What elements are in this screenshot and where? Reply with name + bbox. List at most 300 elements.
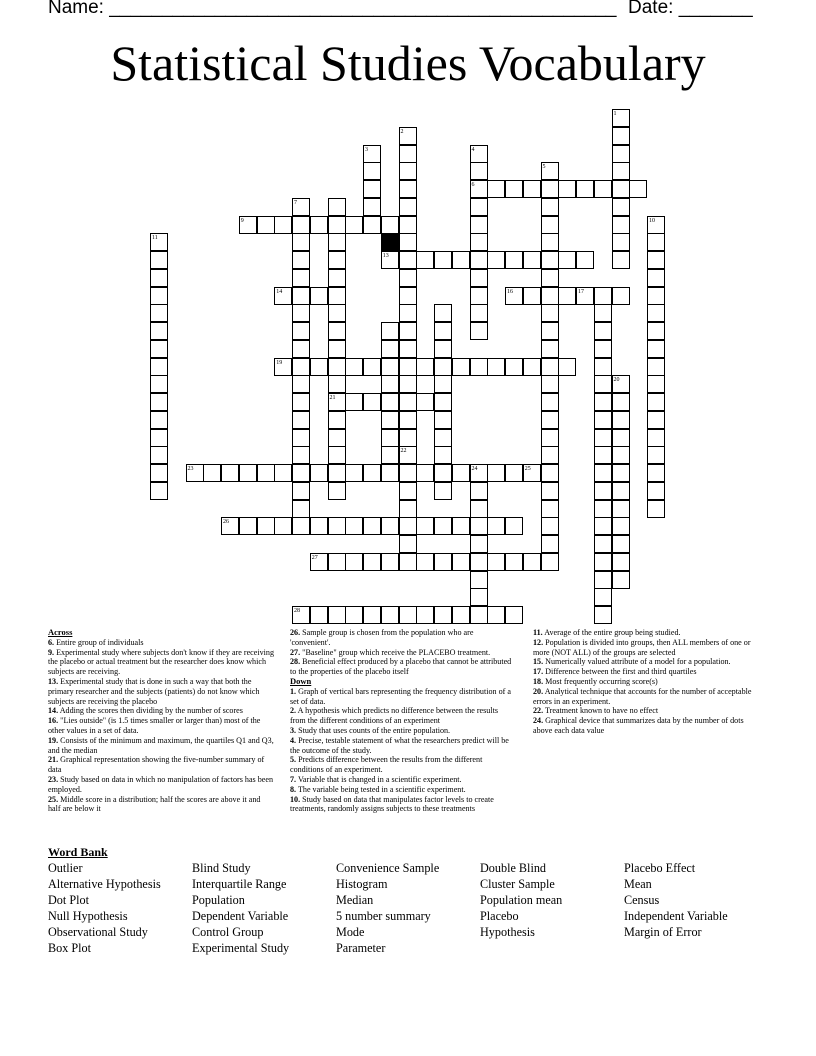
word-bank-term: Cluster Sample [480, 877, 555, 892]
crossword-cell[interactable] [150, 411, 168, 429]
crossword-cell[interactable] [612, 127, 630, 145]
crossword-cell[interactable] [576, 180, 594, 198]
crossword-cell[interactable] [470, 162, 488, 180]
crossword-cell[interactable] [647, 304, 665, 322]
clue-text: "Lies outside" (is 1.5 times smaller or larger than) most of the other values in a set of data. [48, 716, 261, 735]
crossword-cell[interactable] [505, 553, 523, 571]
crossword-cell[interactable] [523, 358, 541, 376]
crossword-cell[interactable] [381, 216, 399, 234]
crossword-cell[interactable] [416, 517, 434, 535]
crossword-cell[interactable] [612, 216, 630, 234]
crossword-cell[interactable] [381, 411, 399, 429]
crossword-cell[interactable] [381, 375, 399, 393]
crossword-cell[interactable] [310, 287, 328, 305]
crossword-cell[interactable] [541, 375, 559, 393]
crossword-cell[interactable] [470, 269, 488, 287]
crossword-cell[interactable] [594, 464, 612, 482]
crossword-cell[interactable] [363, 464, 381, 482]
crossword-cell[interactable] [434, 358, 452, 376]
crossword-cell[interactable] [381, 358, 399, 376]
crossword-cell[interactable] [399, 162, 417, 180]
crossword-cell[interactable] [487, 517, 505, 535]
crossword-cell[interactable] [434, 482, 452, 500]
crossword-cell[interactable] [647, 411, 665, 429]
crossword-cell[interactable] [292, 340, 310, 358]
crossword-cell[interactable] [647, 251, 665, 269]
crossword-cell[interactable] [239, 517, 257, 535]
crossword-cell[interactable] [328, 429, 346, 447]
crossword-cell[interactable] [363, 216, 381, 234]
crossword-cell[interactable] [399, 340, 417, 358]
crossword-cell[interactable] [345, 216, 363, 234]
crossword-cell[interactable] [274, 358, 292, 376]
crossword-cell[interactable] [612, 446, 630, 464]
crossword-cell[interactable] [381, 251, 399, 269]
crossword-cell[interactable] [292, 358, 310, 376]
crossword-cell[interactable] [150, 251, 168, 269]
crossword-cell[interactable] [541, 393, 559, 411]
crossword-cell[interactable] [594, 535, 612, 553]
crossword-cell[interactable] [292, 216, 310, 234]
crossword-cell[interactable] [452, 553, 470, 571]
crossword-cell[interactable] [399, 180, 417, 198]
crossword-cell[interactable] [399, 251, 417, 269]
crossword-cell[interactable] [328, 287, 346, 305]
crossword-cell[interactable] [487, 358, 505, 376]
crossword-cell[interactable] [594, 482, 612, 500]
crossword-cell[interactable] [470, 322, 488, 340]
crossword-cell[interactable] [505, 358, 523, 376]
crossword-cell[interactable] [505, 180, 523, 198]
crossword-cell[interactable] [647, 375, 665, 393]
crossword-cell[interactable] [647, 446, 665, 464]
crossword-cell[interactable] [434, 322, 452, 340]
crossword-cell[interactable] [292, 429, 310, 447]
crossword-cell[interactable] [328, 340, 346, 358]
crossword-cell[interactable] [363, 553, 381, 571]
crossword-cell[interactable] [470, 180, 488, 198]
crossword-cell[interactable] [434, 411, 452, 429]
crossword-cell[interactable] [292, 233, 310, 251]
crossword-cell[interactable] [345, 606, 363, 624]
crossword-cell[interactable] [310, 517, 328, 535]
crossword-cell[interactable] [399, 446, 417, 464]
crossword-cell[interactable] [292, 482, 310, 500]
crossword-cell[interactable] [381, 393, 399, 411]
crossword-cell[interactable] [363, 180, 381, 198]
crossword-cell[interactable] [594, 393, 612, 411]
crossword-cell[interactable] [434, 553, 452, 571]
crossword-cell[interactable] [399, 287, 417, 305]
crossword-cell[interactable] [647, 393, 665, 411]
crossword-cell[interactable] [328, 553, 346, 571]
crossword-cell[interactable] [647, 500, 665, 518]
crossword-cell[interactable] [612, 535, 630, 553]
crossword-cell[interactable] [594, 375, 612, 393]
crossword-cell[interactable] [150, 340, 168, 358]
crossword-cell[interactable] [541, 411, 559, 429]
crossword-cell[interactable] [381, 553, 399, 571]
crossword-cell[interactable] [470, 500, 488, 518]
crossword-cell[interactable] [434, 340, 452, 358]
crossword-cell[interactable] [647, 269, 665, 287]
crossword-cell[interactable] [452, 517, 470, 535]
crossword-cell[interactable] [328, 464, 346, 482]
crossword-cell[interactable] [239, 216, 257, 234]
crossword-cell[interactable] [647, 482, 665, 500]
crossword-cell[interactable] [399, 233, 417, 251]
crossword-cell[interactable] [328, 251, 346, 269]
crossword-cell[interactable] [399, 269, 417, 287]
crossword-cell[interactable] [274, 287, 292, 305]
crossword-cell[interactable] [541, 553, 559, 571]
crossword-cell[interactable] [328, 358, 346, 376]
crossword-cell[interactable] [434, 464, 452, 482]
crossword-cell[interactable] [328, 216, 346, 234]
crossword-cell[interactable] [399, 500, 417, 518]
crossword-cell[interactable] [470, 553, 488, 571]
crossword-cell[interactable] [612, 109, 630, 127]
crossword-cell[interactable] [541, 198, 559, 216]
crossword-cell[interactable] [487, 553, 505, 571]
crossword-cell[interactable] [594, 287, 612, 305]
crossword-cell[interactable] [399, 216, 417, 234]
crossword-cell[interactable] [470, 145, 488, 163]
crossword-cell[interactable] [612, 287, 630, 305]
crossword-cell[interactable] [150, 233, 168, 251]
crossword-cell[interactable] [594, 500, 612, 518]
crossword-cell[interactable] [541, 517, 559, 535]
crossword-cell[interactable] [594, 304, 612, 322]
crossword-cell[interactable] [541, 162, 559, 180]
crossword-cell[interactable] [399, 482, 417, 500]
crossword-cell[interactable] [647, 429, 665, 447]
crossword-cell[interactable] [523, 464, 541, 482]
crossword-cell[interactable] [257, 517, 275, 535]
crossword-cell[interactable] [470, 304, 488, 322]
crossword-cell[interactable] [328, 198, 346, 216]
crossword-cell[interactable] [612, 517, 630, 535]
crossword-cell[interactable] [292, 446, 310, 464]
crossword-cell[interactable] [505, 464, 523, 482]
crossword-cell[interactable] [434, 251, 452, 269]
word-bank-term: Placebo [480, 909, 519, 924]
crossword-cell[interactable] [612, 251, 630, 269]
crossword-cell[interactable] [292, 304, 310, 322]
crossword-cell[interactable] [310, 216, 328, 234]
crossword-cell[interactable] [399, 393, 417, 411]
crossword-cell[interactable] [594, 358, 612, 376]
crossword-cell[interactable] [345, 393, 363, 411]
crossword-cell[interactable] [328, 304, 346, 322]
crossword-cell[interactable] [505, 287, 523, 305]
crossword-cell[interactable] [541, 429, 559, 447]
across-clue [290, 657, 514, 677]
crossword-cell[interactable] [434, 375, 452, 393]
crossword-cell[interactable] [594, 517, 612, 535]
word-bank-term: Mean [624, 877, 652, 892]
crossword-cell[interactable] [541, 287, 559, 305]
crossword-cell[interactable] [399, 411, 417, 429]
crossword-cell[interactable] [594, 588, 612, 606]
crossword-cell[interactable] [594, 606, 612, 624]
crossword-cell[interactable] [612, 375, 630, 393]
crossword-cell[interactable] [345, 553, 363, 571]
crossword-cell[interactable] [203, 464, 221, 482]
crossword-cell[interactable] [541, 322, 559, 340]
crossword-cell[interactable] [150, 287, 168, 305]
crossword-cell[interactable] [647, 233, 665, 251]
crossword-cell[interactable] [363, 393, 381, 411]
crossword-cell[interactable] [399, 145, 417, 163]
crossword-cell[interactable] [399, 304, 417, 322]
crossword-cell[interactable] [399, 429, 417, 447]
crossword-cell[interactable] [612, 162, 630, 180]
crossword-cell[interactable] [328, 446, 346, 464]
crossword-cell[interactable] [576, 251, 594, 269]
crossword-cell[interactable] [487, 251, 505, 269]
crossword-cell[interactable] [647, 340, 665, 358]
crossword-cell[interactable] [345, 517, 363, 535]
crossword-cell[interactable] [541, 251, 559, 269]
crossword-cell[interactable] [523, 553, 541, 571]
crossword-cell[interactable] [239, 464, 257, 482]
crossword-cell[interactable] [594, 180, 612, 198]
crossword-cell[interactable] [292, 517, 310, 535]
crossword-cell[interactable] [292, 464, 310, 482]
crossword-cell[interactable] [558, 287, 576, 305]
crossword-cell[interactable] [328, 411, 346, 429]
crossword-cell[interactable] [434, 393, 452, 411]
crossword-cell[interactable] [470, 358, 488, 376]
crossword-cell[interactable] [470, 251, 488, 269]
crossword-cell[interactable] [505, 251, 523, 269]
crossword-cell[interactable] [594, 340, 612, 358]
crossword-cell[interactable] [612, 233, 630, 251]
crossword-cell[interactable] [647, 322, 665, 340]
crossword-cell[interactable] [292, 375, 310, 393]
crossword-cell[interactable] [523, 251, 541, 269]
crossword-cell[interactable] [647, 464, 665, 482]
crossword-cell[interactable] [292, 287, 310, 305]
crossword-cell[interactable] [328, 517, 346, 535]
crossword-cell[interactable] [221, 517, 239, 535]
crossword-cell[interactable] [434, 304, 452, 322]
crossword-cell[interactable] [416, 358, 434, 376]
crossword-cell[interactable] [416, 553, 434, 571]
crossword-cell[interactable] [487, 180, 505, 198]
crossword-cell[interactable] [470, 287, 488, 305]
crossword-cell[interactable] [363, 162, 381, 180]
crossword-cell[interactable] [558, 358, 576, 376]
crossword-cell[interactable] [470, 517, 488, 535]
crossword-cell[interactable] [434, 606, 452, 624]
crossword-cell[interactable] [345, 358, 363, 376]
crossword-cell[interactable] [452, 251, 470, 269]
crossword-cell[interactable] [328, 269, 346, 287]
crossword-cell[interactable] [150, 446, 168, 464]
crossword-cell[interactable] [487, 606, 505, 624]
crossword-cell[interactable] [576, 287, 594, 305]
crossword-cell[interactable] [274, 464, 292, 482]
crossword-cell[interactable] [381, 429, 399, 447]
crossword-cell[interactable] [470, 464, 488, 482]
crossword-cell[interactable] [416, 251, 434, 269]
crossword-cell[interactable] [257, 464, 275, 482]
crossword-cell[interactable] [434, 446, 452, 464]
crossword-cell[interactable] [470, 233, 488, 251]
crossword-cell[interactable] [434, 517, 452, 535]
crossword-cell[interactable] [541, 535, 559, 553]
crossword-cell[interactable] [647, 216, 665, 234]
crossword-cell[interactable] [452, 358, 470, 376]
crossword-cell[interactable] [150, 322, 168, 340]
crossword-cell[interactable] [505, 517, 523, 535]
crossword-cell[interactable] [541, 358, 559, 376]
crossword-cell[interactable] [150, 393, 168, 411]
crossword-cell[interactable] [363, 517, 381, 535]
crossword-cell[interactable] [399, 322, 417, 340]
crossword-cell[interactable] [541, 500, 559, 518]
crossword-cell[interactable] [612, 482, 630, 500]
crossword-cell[interactable] [150, 429, 168, 447]
crossword-cell[interactable] [150, 482, 168, 500]
crossword-cell[interactable] [328, 482, 346, 500]
crossword-cell[interactable] [274, 517, 292, 535]
crossword-cell[interactable] [523, 180, 541, 198]
crossword-cell[interactable] [328, 322, 346, 340]
crossword-cell[interactable] [629, 180, 647, 198]
crossword-cell[interactable] [381, 340, 399, 358]
crossword-cell[interactable] [523, 287, 541, 305]
crossword-cell[interactable] [363, 198, 381, 216]
crossword-cell[interactable] [292, 606, 310, 624]
crossword-cell[interactable] [541, 304, 559, 322]
crossword-cell[interactable] [416, 393, 434, 411]
crossword-cell[interactable] [381, 322, 399, 340]
crossword-cell[interactable] [416, 606, 434, 624]
crossword-cell[interactable] [612, 198, 630, 216]
crossword-cell[interactable] [150, 269, 168, 287]
crossword-cell[interactable] [399, 375, 417, 393]
crossword-cell[interactable] [594, 322, 612, 340]
crossword-cell[interactable] [150, 464, 168, 482]
crossword-cell[interactable] [292, 251, 310, 269]
crossword-cell[interactable] [487, 464, 505, 482]
crossword-cell[interactable] [257, 216, 275, 234]
crossword-cell[interactable] [612, 464, 630, 482]
crossword-cell[interactable] [541, 446, 559, 464]
crossword-cell[interactable] [292, 411, 310, 429]
crossword-cell[interactable] [541, 269, 559, 287]
crossword-cell[interactable] [150, 358, 168, 376]
crossword-cell[interactable] [381, 446, 399, 464]
crossword-cell[interactable] [612, 553, 630, 571]
crossword-cell[interactable] [399, 127, 417, 145]
crossword-cell[interactable] [558, 180, 576, 198]
crossword-cell[interactable] [363, 358, 381, 376]
crossword-cell[interactable] [452, 606, 470, 624]
crossword-cell[interactable] [274, 216, 292, 234]
crossword-cell[interactable] [150, 375, 168, 393]
crossword-cell[interactable] [310, 464, 328, 482]
crossword-cell[interactable] [541, 340, 559, 358]
crossword-cell[interactable] [416, 464, 434, 482]
crossword-cell[interactable] [612, 500, 630, 518]
crossword-cell[interactable] [470, 535, 488, 553]
crossword-cell[interactable] [558, 251, 576, 269]
crossword-cell[interactable] [470, 482, 488, 500]
crossword-cell[interactable] [612, 180, 630, 198]
crossword-cell[interactable] [310, 358, 328, 376]
crossword-cell[interactable] [381, 517, 399, 535]
crossword-cell[interactable] [612, 411, 630, 429]
crossword-cell[interactable] [345, 464, 363, 482]
crossword-cell[interactable] [612, 429, 630, 447]
crossword-cell[interactable] [399, 464, 417, 482]
crossword-cell[interactable] [594, 553, 612, 571]
crossword-cell[interactable] [594, 446, 612, 464]
crossword-cell[interactable] [399, 517, 417, 535]
crossword-cell[interactable] [612, 571, 630, 589]
crossword-cell[interactable] [328, 606, 346, 624]
crossword-cell[interactable] [310, 553, 328, 571]
crossword-cell[interactable] [594, 429, 612, 447]
crossword-cell[interactable] [612, 145, 630, 163]
crossword-cell[interactable] [647, 287, 665, 305]
crossword-cell[interactable] [399, 553, 417, 571]
crossword-cell[interactable] [292, 322, 310, 340]
crossword-cell[interactable] [541, 216, 559, 234]
crossword-cell[interactable] [292, 500, 310, 518]
crossword-cell[interactable] [399, 358, 417, 376]
crossword-cell[interactable] [434, 429, 452, 447]
crossword-cell[interactable] [381, 464, 399, 482]
crossword-cell[interactable] [292, 269, 310, 287]
crossword-cell[interactable] [328, 375, 346, 393]
crossword-cell[interactable] [470, 571, 488, 589]
crossword-cell[interactable] [399, 535, 417, 553]
crossword-cell[interactable] [470, 198, 488, 216]
crossword-cell[interactable] [452, 464, 470, 482]
crossword-cell[interactable] [328, 233, 346, 251]
crossword-cell[interactable] [363, 606, 381, 624]
crossword-cell[interactable] [381, 606, 399, 624]
crossword-cell[interactable] [310, 606, 328, 624]
crossword-cell[interactable] [594, 571, 612, 589]
crossword-cell[interactable] [541, 482, 559, 500]
crossword-cell[interactable] [594, 411, 612, 429]
crossword-cell[interactable] [399, 198, 417, 216]
crossword-cell[interactable] [292, 198, 310, 216]
crossword-cell[interactable] [470, 216, 488, 234]
crossword-cell[interactable] [328, 393, 346, 411]
crossword-cell[interactable] [470, 606, 488, 624]
crossword-cell[interactable] [292, 393, 310, 411]
crossword-cell[interactable] [399, 606, 417, 624]
crossword-cell[interactable] [541, 180, 559, 198]
crossword-cell[interactable] [470, 588, 488, 606]
crossword-cell[interactable] [186, 464, 204, 482]
crossword-cell[interactable] [541, 464, 559, 482]
crossword-cell[interactable] [541, 233, 559, 251]
crossword-cell[interactable] [150, 304, 168, 322]
crossword-cell[interactable] [647, 358, 665, 376]
crossword-cell[interactable] [363, 145, 381, 163]
crossword-cell[interactable] [505, 606, 523, 624]
crossword-cell[interactable] [221, 464, 239, 482]
crossword-cell[interactable] [612, 393, 630, 411]
